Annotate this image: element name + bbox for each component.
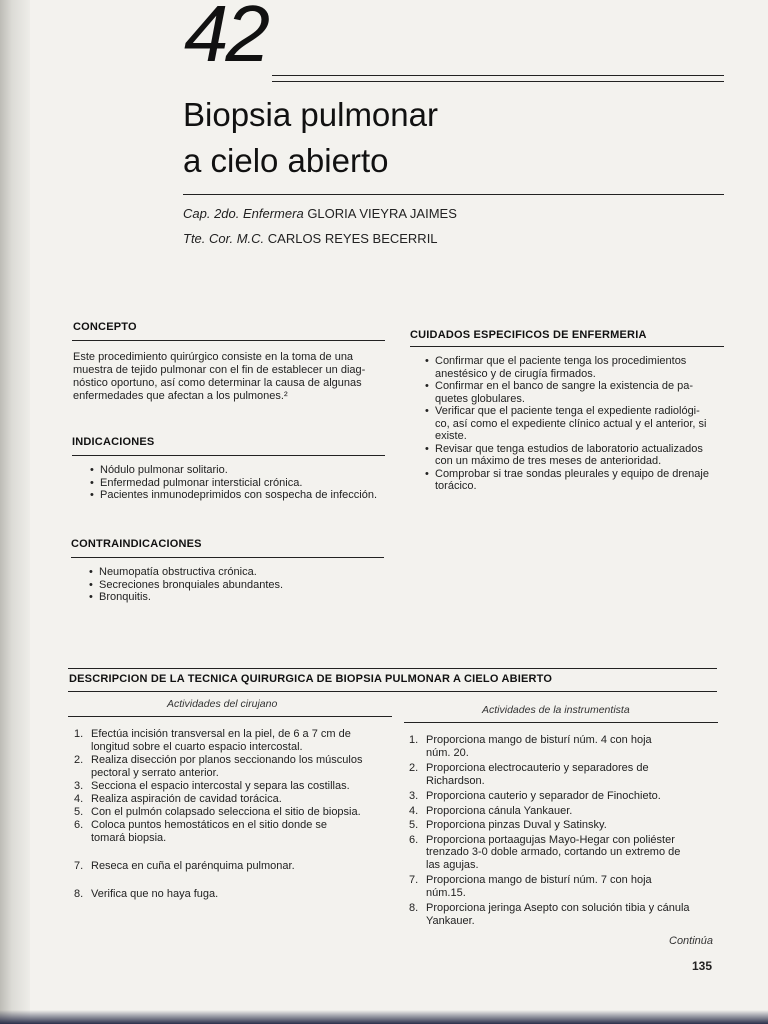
list-item	[74, 793, 392, 806]
author-1-rank: Cap. 2do. Enfermera	[183, 206, 304, 221]
step-number: 6.	[409, 833, 419, 846]
contraindicaciones-rule	[71, 557, 384, 558]
page-number: 135	[692, 959, 713, 973]
step-number: 1.	[409, 734, 419, 746]
step-line: Secciona el espacio intercostal y separa las costillas.	[91, 780, 350, 792]
list-item	[74, 860, 392, 873]
list-item	[74, 888, 392, 901]
step-number: 5.	[74, 806, 84, 818]
list-item: • Neumopatía obstructiva crónica.	[87, 566, 397, 579]
concepto-line: Este procedimiento quirúrgico consiste en la toma de una	[73, 351, 354, 363]
step-line: núm. 20.	[426, 746, 469, 759]
step-line: Reseca en cuña el parénquima pulmonar.	[91, 860, 295, 872]
list-item	[409, 834, 727, 872]
list-item-line: existe.	[435, 430, 467, 442]
author-2-rank: Tte. Cor. M.C.	[183, 231, 265, 246]
instrumentista-rule	[404, 722, 718, 723]
list-item	[423, 443, 728, 468]
list-item: • Enfermedad pulmonar intersticial crónica.	[88, 477, 398, 490]
list-item	[74, 754, 392, 780]
list-item-line: • Verificar que el paciente tenga el expediente radiológi-	[435, 405, 700, 417]
list-item-line: • Confirmar en el banco de sangre la existencia de pa-	[435, 380, 694, 392]
concepto-line: muestra de tejido pulmonar con el fin de establecer un diag-	[73, 364, 366, 376]
step-line: Proporciona jeringa Asepto con solución tibia y cánula	[426, 902, 690, 914]
step-line: Richardson.	[426, 774, 485, 787]
step-line: Yankauer.	[426, 914, 475, 927]
concepto-rule	[72, 340, 385, 341]
step-line: núm.15.	[426, 886, 466, 899]
list-item	[409, 902, 727, 927]
author-2	[183, 231, 438, 246]
step-line: tomará biopsia.	[91, 832, 167, 844]
list-item: • Pacientes inmunodeprimidos con sospecha de infección.	[88, 489, 398, 502]
list-item	[409, 734, 727, 759]
step-line: Con el pulmón colapsado selecciona el sitio de biopsia.	[91, 806, 361, 818]
cirujano-list	[74, 728, 392, 901]
step-line: Proporciona electrocauterio y separadores de	[426, 762, 649, 774]
list-item-line: co, así como el expediente clínico actual y el anterior, si	[435, 417, 707, 430]
tecnica-top-rule	[68, 668, 717, 669]
chapter-rule	[272, 75, 724, 76]
concepto-line: nóstico oportuno, así como determinar la causa de algunas	[73, 377, 362, 389]
list-item	[423, 468, 728, 493]
author-2-name: CARLOS REYES BECERRIL	[267, 231, 438, 246]
list-item	[74, 819, 392, 845]
list-item-line: con un máximo de tres meses de anterioridad.	[435, 455, 662, 467]
cuidados-rule	[410, 346, 724, 347]
list-item-line: quetes globulares.	[435, 392, 525, 405]
step-number: 4.	[409, 804, 419, 817]
list-item	[409, 790, 727, 803]
author-1	[183, 206, 457, 221]
step-line: trenzado 3-0 doble armado, cortando un extremo de	[426, 846, 681, 858]
chapter-title-line-2: a cielo abierto	[183, 142, 389, 179]
step-line: Proporciona portaagujas Mayo-Hegar con poliéster	[426, 833, 675, 846]
list-item	[74, 780, 392, 793]
page-binding-edge	[0, 0, 30, 1024]
col-head-cirujano: Actividades del cirujano	[167, 698, 278, 710]
step-number: 4.	[74, 793, 84, 805]
step-number: 5.	[409, 819, 419, 831]
concepto-heading: CONCEPTO	[73, 321, 137, 333]
step-number: 2.	[409, 762, 419, 774]
list-item	[423, 355, 728, 380]
instrumentista-list	[409, 734, 727, 927]
list-item	[423, 405, 728, 443]
step-line: Realiza aspiración de cavidad torácica.	[91, 793, 282, 805]
tecnica-heading: DESCRIPCION DE LA TECNICA QUIRURGICA DE BIOPSIA PULMONAR A CIELO ABIERTO	[69, 673, 553, 685]
title-rule	[183, 194, 724, 195]
step-line: Verifica que no haya fuga.	[91, 888, 219, 900]
tecnica-heading-rule	[68, 691, 717, 692]
list-item	[74, 806, 392, 819]
chapter-rule-2	[272, 81, 724, 82]
step-number: 8.	[74, 888, 84, 900]
contraindicaciones-list	[87, 566, 397, 604]
step-number: 1.	[74, 728, 84, 740]
list-item-line: torácico.	[435, 480, 477, 492]
list-item-line: • Confirmar que el paciente tenga los procedimientos	[435, 355, 687, 367]
list-item-line: • Comprobar si trae sondas pleurales y equipo de drenaje	[435, 467, 709, 480]
indicaciones-heading: INDICACIONES	[72, 436, 155, 448]
step-number: 7.	[74, 860, 84, 872]
list-item-line: • Revisar que tenga estudios de laboratorio actualizados	[435, 442, 703, 455]
cuidados-list	[423, 355, 728, 493]
chapter-title	[183, 92, 438, 184]
list-item	[409, 874, 727, 899]
contraindicaciones-heading: CONTRAINDICACIONES	[71, 538, 202, 550]
indicaciones-rule	[72, 455, 385, 456]
step-line: Realiza disección por planos seccionando los músculos	[91, 754, 363, 766]
step-line: las agujas.	[426, 858, 479, 871]
chapter-title-line-1: Biopsia pulmonar	[183, 96, 438, 133]
list-item: • Secreciones bronquiales abundantes.	[87, 579, 397, 592]
list-item: • Bronquitis.	[87, 591, 397, 604]
list-item-line: anestésico y de cirugía firmados.	[435, 367, 596, 380]
step-number: 3.	[409, 790, 419, 802]
page-bottom-shadow	[0, 1010, 768, 1024]
concepto-line: enfermedades que afectan a los pulmones.²	[73, 390, 288, 402]
step-line: Coloca puntos hemostáticos en el sitio donde se	[91, 819, 328, 831]
step-line: Proporciona cauterio y separador de Finochieto.	[426, 790, 661, 802]
step-number: 6.	[74, 819, 84, 831]
list-item: • Nódulo pulmonar solitario.	[88, 464, 398, 477]
step-line: Proporciona pinzas Duval y Satinsky.	[426, 819, 607, 831]
step-line: Proporciona cánula Yankauer.	[426, 804, 573, 817]
list-item	[409, 762, 727, 787]
chapter-number: 42	[184, 0, 267, 78]
cirujano-rule	[68, 716, 392, 717]
col-head-instrumentista: Actividades de la instrumentista	[482, 704, 630, 716]
step-number: 3.	[74, 780, 84, 792]
cuidados-heading: CUIDADOS ESPECIFICOS DE ENFERMERIA	[410, 329, 647, 341]
list-item	[409, 819, 727, 832]
continua-label: Continúa	[669, 935, 714, 947]
step-line: Proporciona mango de bisturí núm. 7 con hoja	[426, 874, 652, 886]
step-line: pectoral y serrato anterior.	[91, 767, 219, 779]
list-item	[74, 728, 392, 754]
list-item	[423, 380, 728, 405]
step-line: Proporciona mango de bisturí núm. 4 con hoja	[426, 734, 652, 746]
author-1-name: GLORIA VIEYRA JAIMES	[307, 206, 457, 221]
step-number: 7.	[409, 874, 419, 886]
concepto-text	[73, 351, 393, 403]
step-line: Efectúa incisión transversal en la piel, de 6 a 7 cm de	[91, 728, 351, 740]
list-item	[409, 805, 727, 818]
step-line: longitud sobre el cuarto espacio intercostal.	[91, 741, 303, 753]
step-number: 2.	[74, 754, 84, 766]
step-number: 8.	[409, 902, 419, 914]
indicaciones-list	[88, 464, 398, 502]
